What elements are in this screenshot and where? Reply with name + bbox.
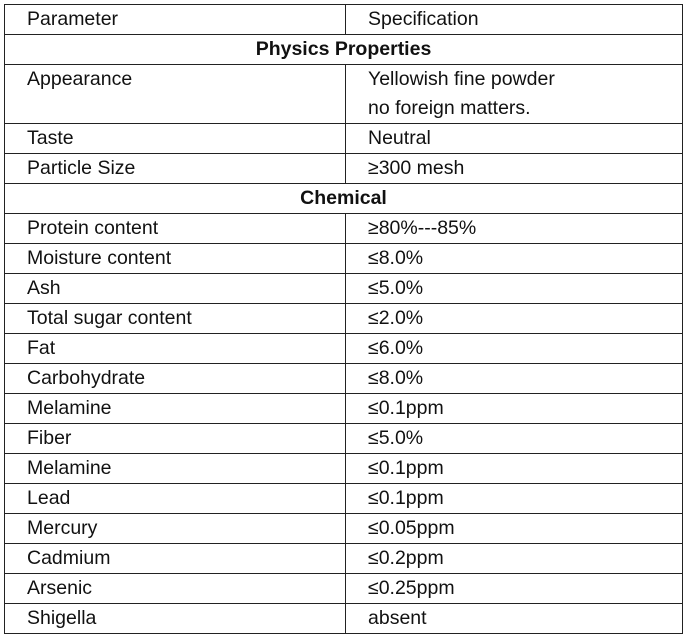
parameter-cell: Appearance — [5, 65, 346, 124]
header-parameter: Parameter — [5, 5, 346, 35]
table-row — [5, 454, 683, 484]
table-row — [5, 544, 683, 574]
table-row — [5, 154, 683, 184]
specification-cell: ≤0.1ppm — [346, 394, 683, 424]
parameter-cell: Shigella — [5, 604, 346, 634]
table-row — [5, 514, 683, 544]
table-row — [5, 484, 683, 514]
table-row — [5, 304, 683, 334]
section-row — [5, 35, 683, 65]
header-row — [5, 5, 683, 35]
parameter-cell: Total sugar content — [5, 304, 346, 334]
table-row — [5, 394, 683, 424]
specification-line: Yellowish fine powder — [368, 68, 555, 90]
specification-cell: ≤8.0% — [346, 244, 683, 274]
parameter-cell: Mercury — [5, 514, 346, 544]
parameter-cell: Particle Size — [5, 154, 346, 184]
table-row — [5, 244, 683, 274]
parameter-cell: Protein content — [5, 214, 346, 244]
specification-cell: ≤0.2ppm — [346, 544, 683, 574]
table-row — [5, 214, 683, 244]
table-row — [5, 65, 683, 124]
specification-cell: ≥300 mesh — [346, 154, 683, 184]
specification-cell: ≤8.0% — [346, 364, 683, 394]
specification-cell: ≤6.0% — [346, 334, 683, 364]
section-row — [5, 184, 683, 214]
parameter-cell: Lead — [5, 484, 346, 514]
specification-cell: ≤0.25ppm — [346, 574, 683, 604]
specification-cell: ≤0.1ppm — [346, 454, 683, 484]
section-title-physics: Physics Properties — [5, 35, 683, 65]
specification-cell: ≤0.05ppm — [346, 514, 683, 544]
specification-cell: ≤5.0% — [346, 424, 683, 454]
specification-cell: ≤5.0% — [346, 274, 683, 304]
header-specification: Specification — [346, 5, 683, 35]
parameter-cell: Melamine — [5, 394, 346, 424]
specification-cell — [346, 65, 683, 124]
parameter-cell: Taste — [5, 124, 346, 154]
specification-cell: ≤0.1ppm — [346, 484, 683, 514]
table-row — [5, 604, 683, 634]
table-row — [5, 574, 683, 604]
parameter-cell: Carbohydrate — [5, 364, 346, 394]
parameter-cell: Fiber — [5, 424, 346, 454]
table-row — [5, 124, 683, 154]
specification-cell: ≥80%---85% — [346, 214, 683, 244]
parameter-cell: Melamine — [5, 454, 346, 484]
specification-cell: absent — [346, 604, 683, 634]
parameter-cell: Moisture content — [5, 244, 346, 274]
table-row — [5, 424, 683, 454]
specification-line: no foreign matters. — [368, 97, 531, 119]
parameter-cell: Cadmium — [5, 544, 346, 574]
table-row — [5, 334, 683, 364]
table-row — [5, 274, 683, 304]
specification-cell: Neutral — [346, 124, 683, 154]
specification-cell: ≤2.0% — [346, 304, 683, 334]
table-row — [5, 364, 683, 394]
specification-table — [4, 4, 683, 634]
parameter-cell: Arsenic — [5, 574, 346, 604]
section-title-chemical: Chemical — [5, 184, 683, 214]
parameter-cell: Fat — [5, 334, 346, 364]
parameter-cell: Ash — [5, 274, 346, 304]
